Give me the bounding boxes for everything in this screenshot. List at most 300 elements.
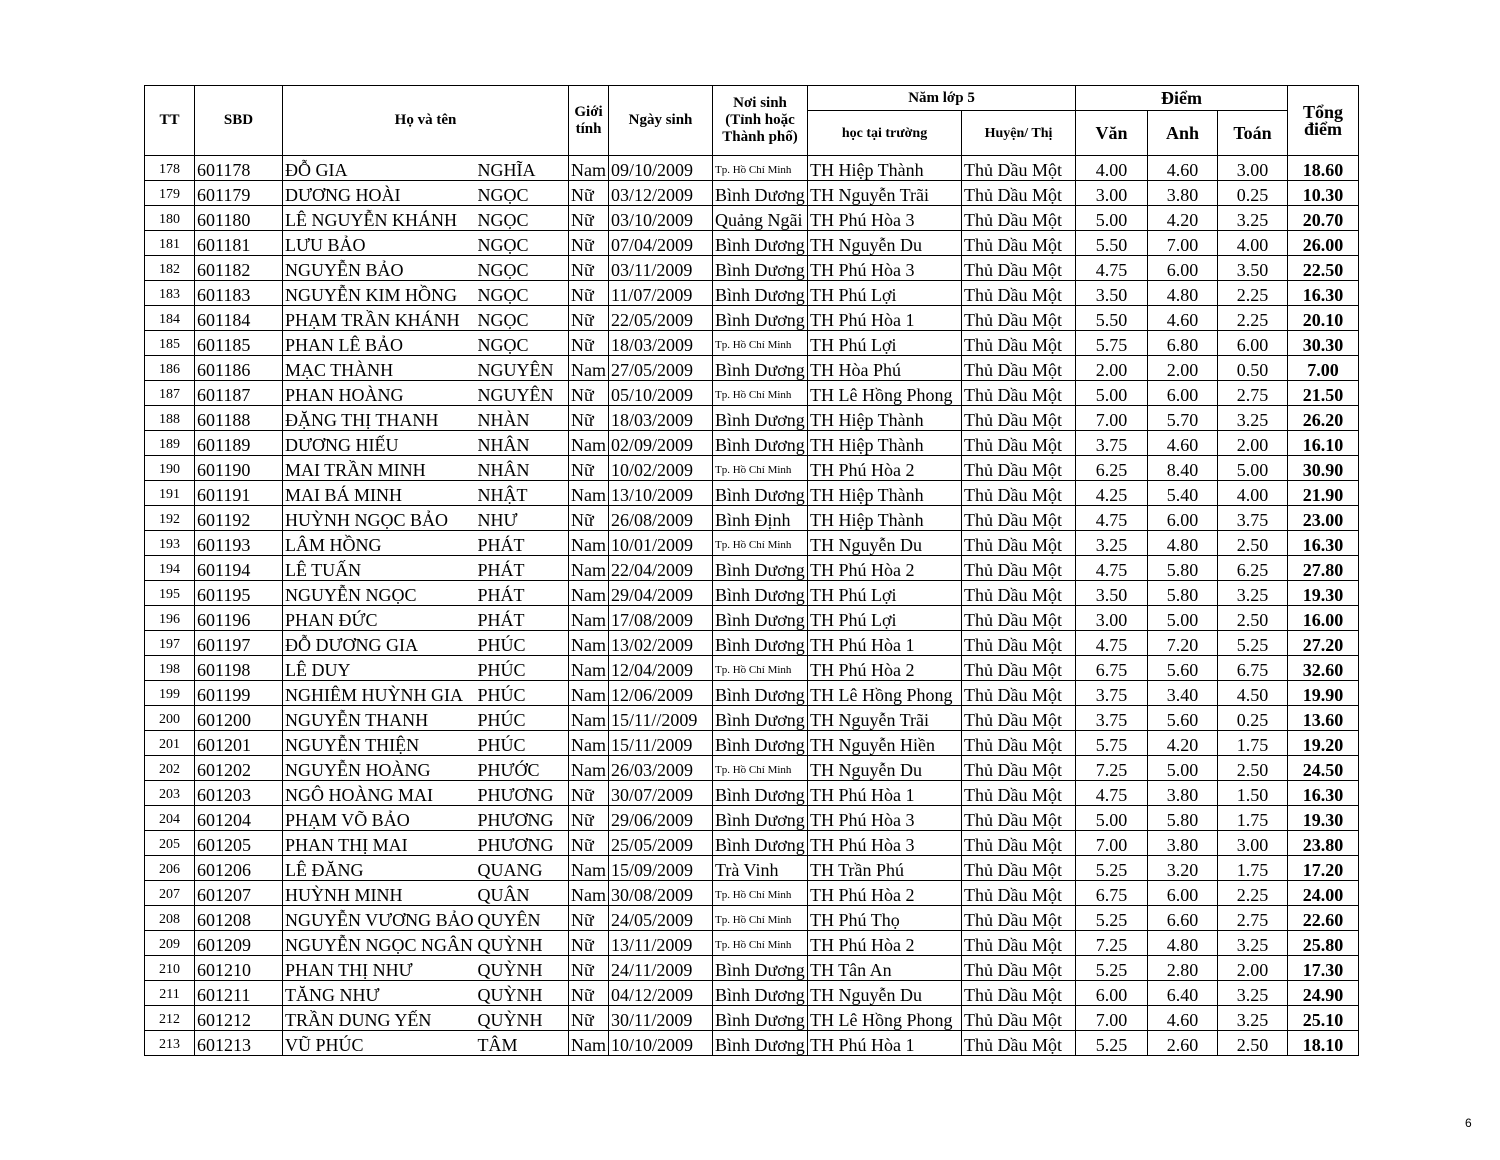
- cell-anh: 6.80: [1148, 331, 1218, 356]
- cell-ten: PHÚC: [476, 731, 569, 756]
- cell-van: 3.25: [1076, 531, 1148, 556]
- cell-huyen: Thủ Dầu Một: [962, 331, 1076, 356]
- cell-tong: 23.80: [1288, 831, 1359, 856]
- cell-tt: 185: [145, 331, 195, 356]
- cell-ns: 12/04/2009: [609, 656, 713, 681]
- cell-noisinh: Bình Dương: [713, 356, 808, 381]
- cell-huyen: Thủ Dầu Một: [962, 656, 1076, 681]
- cell-van: 4.25: [1076, 481, 1148, 506]
- cell-gt: Nữ: [569, 806, 609, 831]
- cell-toan: 2.00: [1218, 431, 1288, 456]
- cell-ten: PHÚC: [476, 631, 569, 656]
- cell-van: 3.50: [1076, 581, 1148, 606]
- cell-ho: LƯU BẢO: [283, 231, 476, 256]
- cell-ho: LÊ NGUYỄN KHÁNH: [283, 206, 476, 231]
- cell-tt: 196: [145, 606, 195, 631]
- cell-toan: 1.75: [1218, 856, 1288, 881]
- cell-noisinh: Bình Dương: [713, 606, 808, 631]
- cell-tt: 179: [145, 181, 195, 206]
- cell-tong: 7.00: [1288, 356, 1359, 381]
- cell-tt: 193: [145, 531, 195, 556]
- cell-truong: TH Nguyễn Du: [808, 531, 962, 556]
- cell-noisinh: Tp. Hồ Chí Minh: [713, 456, 808, 481]
- header-scores: Điểm: [1076, 86, 1288, 111]
- cell-anh: 5.40: [1148, 481, 1218, 506]
- cell-noisinh: Quảng Ngãi: [713, 206, 808, 231]
- cell-ho: NGUYỄN THIỆN: [283, 731, 476, 756]
- cell-tt: 187: [145, 381, 195, 406]
- cell-tt: 203: [145, 781, 195, 806]
- table-row: [145, 756, 1359, 781]
- cell-van: 4.75: [1076, 556, 1148, 581]
- cell-ho: PHẠM VÕ BẢO: [283, 806, 476, 831]
- cell-toan: 2.50: [1218, 606, 1288, 631]
- cell-sbd: 601178: [195, 156, 283, 181]
- cell-tong: 18.60: [1288, 156, 1359, 181]
- cell-van: 4.00: [1076, 156, 1148, 181]
- cell-ho: LÊ TUẤN: [283, 556, 476, 581]
- cell-ten: PHÁT: [476, 581, 569, 606]
- cell-anh: 3.80: [1148, 781, 1218, 806]
- cell-ho: MAI TRẦN MINH: [283, 456, 476, 481]
- cell-toan: 0.25: [1218, 706, 1288, 731]
- cell-anh: 2.00: [1148, 356, 1218, 381]
- cell-tt: 180: [145, 206, 195, 231]
- cell-gt: Nam: [569, 356, 609, 381]
- cell-truong: TH Phú Thọ: [808, 906, 962, 931]
- cell-anh: 2.60: [1148, 1031, 1218, 1056]
- cell-gt: Nam: [569, 431, 609, 456]
- cell-sbd: 601199: [195, 681, 283, 706]
- cell-truong: TH Phú Hòa 2: [808, 556, 962, 581]
- cell-truong: TH Trần Phú: [808, 856, 962, 881]
- cell-gt: Nữ: [569, 931, 609, 956]
- cell-huyen: Thủ Dầu Một: [962, 881, 1076, 906]
- cell-sbd: 601205: [195, 831, 283, 856]
- cell-ns: 07/04/2009: [609, 231, 713, 256]
- cell-ten: PHƯƠNG: [476, 806, 569, 831]
- cell-truong: TH Phú Hòa 2: [808, 881, 962, 906]
- cell-ho: LÊ DUY: [283, 656, 476, 681]
- cell-gt: Nam: [569, 481, 609, 506]
- cell-huyen: Thủ Dầu Một: [962, 531, 1076, 556]
- cell-tong: 19.30: [1288, 581, 1359, 606]
- cell-anh: 4.20: [1148, 731, 1218, 756]
- cell-ns: 18/03/2009: [609, 406, 713, 431]
- cell-anh: 4.60: [1148, 306, 1218, 331]
- cell-ns: 29/04/2009: [609, 581, 713, 606]
- cell-ten: NHÂN: [476, 456, 569, 481]
- cell-ns: 03/12/2009: [609, 181, 713, 206]
- table-row: [145, 1006, 1359, 1031]
- cell-ten: QUỲNH: [476, 981, 569, 1006]
- cell-noisinh: Trà Vinh: [713, 856, 808, 881]
- cell-ten: PHƯƠNG: [476, 781, 569, 806]
- cell-van: 4.75: [1076, 631, 1148, 656]
- cell-toan: 0.50: [1218, 356, 1288, 381]
- cell-ho: MAI BÁ MINH: [283, 481, 476, 506]
- cell-sbd: 601207: [195, 881, 283, 906]
- cell-ho: NGUYỄN THANH: [283, 706, 476, 731]
- cell-van: 7.00: [1076, 406, 1148, 431]
- table-row: [145, 181, 1359, 206]
- cell-sbd: 601204: [195, 806, 283, 831]
- cell-anh: 4.60: [1148, 431, 1218, 456]
- cell-ns: 22/04/2009: [609, 556, 713, 581]
- cell-anh: 3.80: [1148, 831, 1218, 856]
- cell-gt: Nữ: [569, 506, 609, 531]
- cell-noisinh: Bình Dương: [713, 256, 808, 281]
- cell-anh: 7.00: [1148, 231, 1218, 256]
- cell-anh: 5.80: [1148, 581, 1218, 606]
- cell-ho: HUỲNH MINH: [283, 881, 476, 906]
- cell-truong: TH Phú Hòa 1: [808, 1031, 962, 1056]
- cell-truong: TH Lê Hồng Phong: [808, 381, 962, 406]
- cell-van: 6.25: [1076, 456, 1148, 481]
- cell-sbd: 601196: [195, 606, 283, 631]
- cell-toan: 1.75: [1218, 731, 1288, 756]
- cell-ns: 10/02/2009: [609, 456, 713, 481]
- cell-huyen: Thủ Dầu Một: [962, 1006, 1076, 1031]
- cell-ns: 24/05/2009: [609, 906, 713, 931]
- cell-truong: TH Phú Hòa 2: [808, 456, 962, 481]
- cell-van: 6.75: [1076, 656, 1148, 681]
- cell-sbd: 601195: [195, 581, 283, 606]
- cell-tong: 16.30: [1288, 781, 1359, 806]
- table-row: [145, 631, 1359, 656]
- table-row: [145, 681, 1359, 706]
- cell-toan: 1.50: [1218, 781, 1288, 806]
- cell-anh: 3.80: [1148, 181, 1218, 206]
- cell-gt: Nữ: [569, 406, 609, 431]
- cell-tt: 201: [145, 731, 195, 756]
- header-grade5: Năm lớp 5: [808, 86, 1076, 111]
- cell-toan: 0.25: [1218, 181, 1288, 206]
- cell-van: 5.50: [1076, 306, 1148, 331]
- cell-gt: Nữ: [569, 256, 609, 281]
- cell-ho: NGHIÊM HUỲNH GIA: [283, 681, 476, 706]
- cell-ho: NGÔ HOÀNG MAI: [283, 781, 476, 806]
- cell-sbd: 601183: [195, 281, 283, 306]
- cell-ten: QUÂN: [476, 881, 569, 906]
- cell-van: 7.00: [1076, 831, 1148, 856]
- cell-tt: 207: [145, 881, 195, 906]
- cell-noisinh: Bình Dương: [713, 956, 808, 981]
- cell-sbd: 601188: [195, 406, 283, 431]
- cell-sbd: 601213: [195, 1031, 283, 1056]
- cell-van: 4.75: [1076, 506, 1148, 531]
- cell-anh: 5.60: [1148, 656, 1218, 681]
- cell-tong: 32.60: [1288, 656, 1359, 681]
- cell-tt: 198: [145, 656, 195, 681]
- cell-truong: TH Hiệp Thành: [808, 431, 962, 456]
- cell-tong: 18.10: [1288, 1031, 1359, 1056]
- cell-sbd: 601190: [195, 456, 283, 481]
- cell-huyen: Thủ Dầu Một: [962, 306, 1076, 331]
- cell-sbd: 601194: [195, 556, 283, 581]
- cell-huyen: Thủ Dầu Một: [962, 906, 1076, 931]
- cell-huyen: Thủ Dầu Một: [962, 856, 1076, 881]
- cell-tt: 199: [145, 681, 195, 706]
- cell-tong: 24.90: [1288, 981, 1359, 1006]
- cell-noisinh: Tp. Hồ Chí Minh: [713, 156, 808, 181]
- cell-ho: NGUYỄN NGỌC: [283, 581, 476, 606]
- cell-ten: PHƯỚC: [476, 756, 569, 781]
- cell-tong: 23.00: [1288, 506, 1359, 531]
- header-toan: Toán: [1218, 111, 1288, 156]
- cell-noisinh: Bình Dương: [713, 181, 808, 206]
- table-row: [145, 606, 1359, 631]
- cell-toan: 6.75: [1218, 656, 1288, 681]
- cell-tong: 20.10: [1288, 306, 1359, 331]
- cell-sbd: 601201: [195, 731, 283, 756]
- cell-truong: TH Hiệp Thành: [808, 406, 962, 431]
- cell-ns: 11/07/2009: [609, 281, 713, 306]
- cell-van: 4.75: [1076, 256, 1148, 281]
- cell-toan: 3.25: [1218, 931, 1288, 956]
- cell-truong: TH Phú Hòa 1: [808, 781, 962, 806]
- cell-tong: 10.30: [1288, 181, 1359, 206]
- table-row: [145, 156, 1359, 181]
- cell-ns: 18/03/2009: [609, 331, 713, 356]
- cell-noisinh: Tp. Hồ Chí Minh: [713, 931, 808, 956]
- cell-tong: 19.20: [1288, 731, 1359, 756]
- cell-ten: QUANG: [476, 856, 569, 881]
- cell-ns: 03/10/2009: [609, 206, 713, 231]
- cell-huyen: Thủ Dầu Một: [962, 256, 1076, 281]
- cell-van: 3.00: [1076, 606, 1148, 631]
- cell-ten: NGỌC: [476, 206, 569, 231]
- cell-tong: 20.70: [1288, 206, 1359, 231]
- cell-ns: 26/08/2009: [609, 506, 713, 531]
- cell-tt: 200: [145, 706, 195, 731]
- cell-anh: 5.80: [1148, 806, 1218, 831]
- cell-anh: 6.00: [1148, 506, 1218, 531]
- cell-ho: NGUYỄN BẢO: [283, 256, 476, 281]
- cell-ns: 09/10/2009: [609, 156, 713, 181]
- cell-gt: Nữ: [569, 206, 609, 231]
- cell-tong: 26.00: [1288, 231, 1359, 256]
- cell-gt: Nam: [569, 881, 609, 906]
- cell-sbd: 601212: [195, 1006, 283, 1031]
- header-van: Văn: [1076, 111, 1148, 156]
- cell-huyen: Thủ Dầu Một: [962, 781, 1076, 806]
- cell-huyen: Thủ Dầu Một: [962, 506, 1076, 531]
- cell-tong: 24.00: [1288, 881, 1359, 906]
- cell-noisinh: Tp. Hồ Chí Minh: [713, 381, 808, 406]
- cell-van: 5.50: [1076, 231, 1148, 256]
- cell-truong: TH Phú Lợi: [808, 581, 962, 606]
- cell-noisinh: Bình Dương: [713, 556, 808, 581]
- cell-van: 5.00: [1076, 381, 1148, 406]
- cell-tt: 210: [145, 956, 195, 981]
- table-row: [145, 1031, 1359, 1056]
- cell-sbd: 601185: [195, 331, 283, 356]
- table-row: [145, 981, 1359, 1006]
- table-row: [145, 431, 1359, 456]
- cell-van: 7.25: [1076, 756, 1148, 781]
- cell-tong: 24.50: [1288, 756, 1359, 781]
- cell-ho: NGUYỄN HOÀNG: [283, 756, 476, 781]
- cell-ten: NHÀN: [476, 406, 569, 431]
- cell-ten: NGỌC: [476, 256, 569, 281]
- cell-huyen: Thủ Dầu Một: [962, 706, 1076, 731]
- cell-huyen: Thủ Dầu Một: [962, 456, 1076, 481]
- cell-gt: Nam: [569, 706, 609, 731]
- cell-tt: 188: [145, 406, 195, 431]
- cell-sbd: 601193: [195, 531, 283, 556]
- cell-ns: 25/05/2009: [609, 831, 713, 856]
- cell-toan: 6.00: [1218, 331, 1288, 356]
- cell-noisinh: Bình Dương: [713, 706, 808, 731]
- cell-van: 5.25: [1076, 856, 1148, 881]
- table-row: [145, 806, 1359, 831]
- cell-van: 5.00: [1076, 206, 1148, 231]
- cell-ns: 26/03/2009: [609, 756, 713, 781]
- cell-toan: 3.25: [1218, 1006, 1288, 1031]
- cell-toan: 2.50: [1218, 1031, 1288, 1056]
- cell-huyen: Thủ Dầu Một: [962, 956, 1076, 981]
- cell-truong: TH Nguyễn Du: [808, 756, 962, 781]
- cell-anh: 6.00: [1148, 881, 1218, 906]
- cell-anh: 3.40: [1148, 681, 1218, 706]
- cell-ten: NGUYÊN: [476, 381, 569, 406]
- cell-tt: 184: [145, 306, 195, 331]
- cell-toan: 2.25: [1218, 281, 1288, 306]
- cell-truong: TH Phú Lợi: [808, 281, 962, 306]
- table-row: [145, 706, 1359, 731]
- cell-truong: TH Phú Hòa 1: [808, 306, 962, 331]
- cell-anh: 4.60: [1148, 156, 1218, 181]
- cell-van: 3.75: [1076, 681, 1148, 706]
- cell-huyen: Thủ Dầu Một: [962, 281, 1076, 306]
- cell-van: 5.75: [1076, 331, 1148, 356]
- cell-tt: 186: [145, 356, 195, 381]
- cell-toan: 2.25: [1218, 881, 1288, 906]
- cell-ho: PHAN THỊ NHƯ: [283, 956, 476, 981]
- cell-noisinh: Tp. Hồ Chí Minh: [713, 756, 808, 781]
- cell-ho: HUỲNH NGỌC BẢO: [283, 506, 476, 531]
- cell-ho: ĐỖ GIA: [283, 156, 476, 181]
- cell-ho: DƯƠNG HIẾU: [283, 431, 476, 456]
- cell-anh: 5.80: [1148, 556, 1218, 581]
- cell-huyen: Thủ Dầu Một: [962, 356, 1076, 381]
- header-total: Tổng điểm: [1288, 86, 1359, 156]
- cell-huyen: Thủ Dầu Một: [962, 481, 1076, 506]
- cell-huyen: Thủ Dầu Một: [962, 931, 1076, 956]
- cell-truong: TH Hiệp Thành: [808, 156, 962, 181]
- cell-gt: Nữ: [569, 831, 609, 856]
- cell-noisinh: Bình Dương: [713, 731, 808, 756]
- cell-ten: NHẬT: [476, 481, 569, 506]
- cell-ho: PHẠM TRẦN KHÁNH: [283, 306, 476, 331]
- cell-anh: 5.00: [1148, 606, 1218, 631]
- table-row: [145, 831, 1359, 856]
- cell-van: 5.75: [1076, 731, 1148, 756]
- cell-ten: NGỌC: [476, 231, 569, 256]
- cell-ho: PHAN ĐỨC: [283, 606, 476, 631]
- cell-ns: 22/05/2009: [609, 306, 713, 331]
- cell-anh: 6.60: [1148, 906, 1218, 931]
- cell-anh: 4.80: [1148, 931, 1218, 956]
- cell-tong: 27.20: [1288, 631, 1359, 656]
- cell-truong: TH Tân An: [808, 956, 962, 981]
- cell-toan: 2.50: [1218, 756, 1288, 781]
- table-row: [145, 381, 1359, 406]
- cell-toan: 2.00: [1218, 956, 1288, 981]
- cell-ho: DƯƠNG HOÀI: [283, 181, 476, 206]
- cell-tong: 30.90: [1288, 456, 1359, 481]
- cell-ns: 05/10/2009: [609, 381, 713, 406]
- cell-tt: 178: [145, 156, 195, 181]
- cell-sbd: 601197: [195, 631, 283, 656]
- table-row: [145, 531, 1359, 556]
- cell-ns: 12/06/2009: [609, 681, 713, 706]
- cell-toan: 3.25: [1218, 206, 1288, 231]
- table-row: [145, 231, 1359, 256]
- cell-toan: 3.00: [1218, 156, 1288, 181]
- cell-toan: 6.25: [1218, 556, 1288, 581]
- cell-gt: Nam: [569, 556, 609, 581]
- cell-gt: Nam: [569, 531, 609, 556]
- cell-tt: 212: [145, 1006, 195, 1031]
- cell-ns: 03/11/2009: [609, 256, 713, 281]
- cell-huyen: Thủ Dầu Một: [962, 606, 1076, 631]
- results-table: [144, 85, 1359, 1056]
- header-dob: Ngày sinh: [609, 86, 713, 156]
- cell-anh: 7.20: [1148, 631, 1218, 656]
- table-row: [145, 306, 1359, 331]
- cell-tt: 213: [145, 1031, 195, 1056]
- cell-noisinh: Bình Dương: [713, 831, 808, 856]
- cell-ns: 30/11/2009: [609, 1006, 713, 1031]
- table-row: [145, 881, 1359, 906]
- cell-ho: TĂNG NHƯ: [283, 981, 476, 1006]
- page-number: 6: [1465, 1116, 1472, 1130]
- cell-toan: 4.00: [1218, 231, 1288, 256]
- cell-van: 3.75: [1076, 706, 1148, 731]
- cell-gt: Nữ: [569, 781, 609, 806]
- cell-tt: 202: [145, 756, 195, 781]
- cell-tt: 206: [145, 856, 195, 881]
- cell-sbd: 601187: [195, 381, 283, 406]
- header-birthplace: Nơi sinh (Tỉnh hoặc Thành phố): [713, 86, 808, 156]
- cell-ten: NHƯ: [476, 506, 569, 531]
- cell-toan: 4.50: [1218, 681, 1288, 706]
- cell-tt: 205: [145, 831, 195, 856]
- cell-huyen: Thủ Dầu Một: [962, 381, 1076, 406]
- cell-tt: 181: [145, 231, 195, 256]
- cell-van: 7.00: [1076, 1006, 1148, 1031]
- cell-toan: 2.25: [1218, 306, 1288, 331]
- cell-noisinh: Bình Dương: [713, 281, 808, 306]
- cell-ho: LÊ ĐĂNG: [283, 856, 476, 881]
- cell-ns: 10/01/2009: [609, 531, 713, 556]
- cell-noisinh: Tp. Hồ Chí Minh: [713, 531, 808, 556]
- cell-anh: 6.00: [1148, 381, 1218, 406]
- table-row: [145, 581, 1359, 606]
- cell-ho: ĐẶNG THỊ THANH: [283, 406, 476, 431]
- cell-truong: TH Phú Hòa 1: [808, 631, 962, 656]
- table-row: [145, 731, 1359, 756]
- cell-sbd: 601200: [195, 706, 283, 731]
- cell-toan: 2.75: [1218, 906, 1288, 931]
- cell-ns: 24/11/2009: [609, 956, 713, 981]
- cell-ten: NGUYÊN: [476, 356, 569, 381]
- cell-tt: 183: [145, 281, 195, 306]
- cell-ns: 30/08/2009: [609, 881, 713, 906]
- cell-sbd: 601182: [195, 256, 283, 281]
